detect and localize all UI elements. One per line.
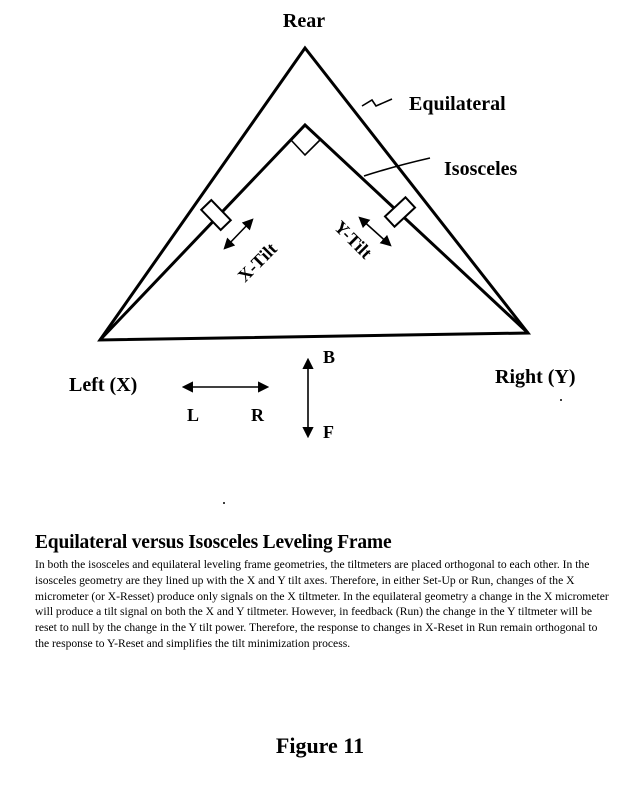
right-y-label: Right (Y) [495,366,576,388]
x-tilt-label: X-Tilt [233,238,281,286]
isosceles-leader-line [364,158,430,176]
b-label: B [323,347,336,367]
caption-title: Equilateral versus Isosceles Leveling Frame [35,532,392,553]
y-tilt-label: Y-Tilt [330,216,377,263]
caption [35,532,613,652]
equilateral-leader-line [362,99,392,106]
equilateral-triangle [100,48,528,340]
f-label: F [323,422,334,442]
equilateral-label: Equilateral [409,93,506,115]
scan-speck [560,399,562,401]
isosceles-label: Isosceles [444,158,518,180]
right-angle-marker [291,140,320,155]
rear-label: Rear [282,10,326,32]
caption-body: In both the isosceles and equilateral leveling frame geometries, the tiltmeters are placed orthogonal to each other. In the isosceles geometry are they lined up with the X and Y tilt axes. Therefore, in either Set-Up or Run, changes of the X micrometer (or X-Resset) produce only signals on the X tiltmeter. In the equilateral geometry a change in the X micrometer will produce a tilt signal on both the X and Y tiltmeter. However, in feedback (Run) the change in the Y tiltmeter will be reset to null by the change in the Y tilt power. Therefore, the response to changes in X-Reset in Run remain orthogonal to the response to Y-Reset and simplifies the tilt minimization process. [35,558,609,650]
scan-speck [223,502,225,504]
r-label: R [251,405,264,425]
l-label: L [187,405,200,425]
figure-label: Figure 11 [275,733,365,758]
left-x-label: Left (X) [69,374,138,396]
x-tilt-arrow [225,220,252,248]
x-tiltmeter [201,200,231,230]
